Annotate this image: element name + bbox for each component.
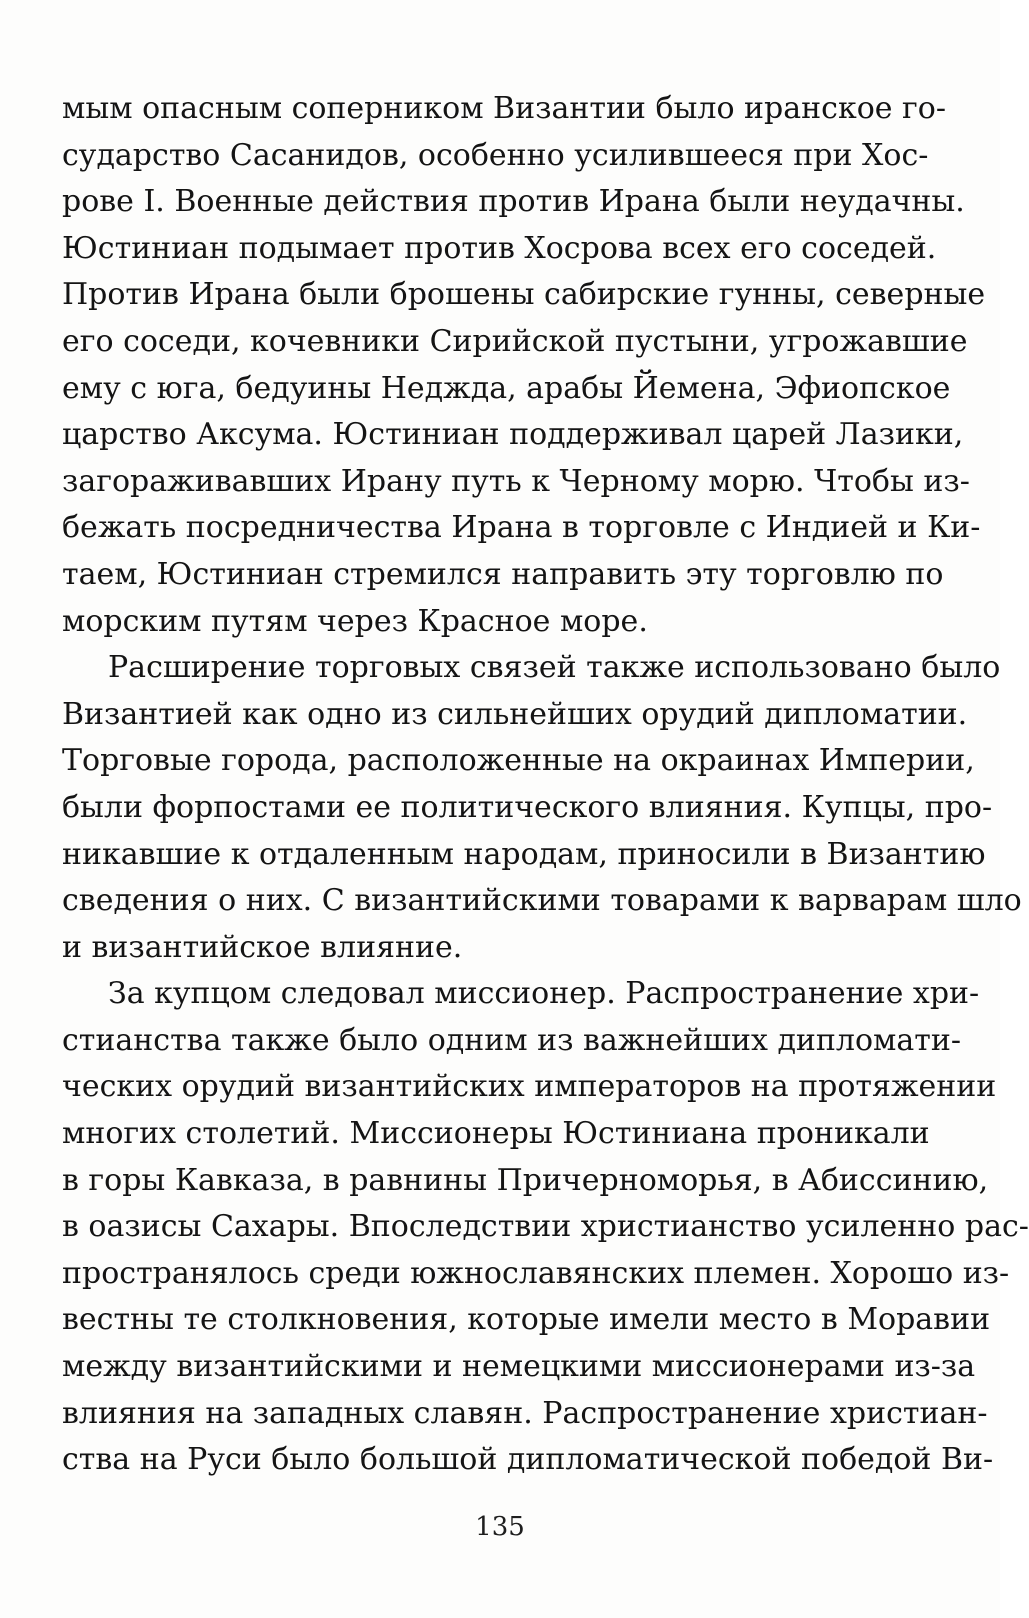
text-line: морским путям через Красное море. — [62, 603, 648, 639]
text-line: никавшие к отдаленным народам, приносили в Византию — [62, 836, 986, 872]
text-line: Торговые города, расположенные на окраинах Империи, — [62, 743, 975, 779]
paragraph-first-line: Расширение торговых связей также использовано было — [108, 650, 1001, 686]
text-line: многих столетий. Миссионеры Юстиниана проникали — [62, 1116, 930, 1152]
page-number: 135 — [475, 1512, 525, 1542]
text-line: влияния на западных славян. Распространение христиан- — [62, 1395, 988, 1431]
text-line: и византийское влияние. — [62, 929, 463, 965]
text-line: царство Аксума. Юстиниан поддерживал царей Лазики, — [62, 417, 964, 453]
text-line: ческих орудий византийских императоров на протяжении — [62, 1069, 997, 1105]
text-line: ему с юга, бедуины Неджда, арабы Йемена, Эфиопское — [62, 370, 951, 406]
text-line: были форпостами ее политического влияния. Купцы, про- — [62, 789, 993, 825]
text-line: ства на Руси было большой дипломатической победой Ви- — [62, 1442, 994, 1478]
text-line: мым опасным соперником Византии было иранское го- — [62, 91, 946, 126]
body-text — [62, 86, 1029, 1484]
text-line: в оазисы Сахары. Впоследствии христианство усиленно рас- — [62, 1209, 1029, 1245]
text-line: пространялось среди южнославянских племен. Хорошо из- — [62, 1255, 1010, 1291]
text-line: стианства также было одним из важнейших дипломати- — [62, 1022, 961, 1058]
text-line: Византией как одно из сильнейших орудий дипломатии. — [62, 696, 968, 732]
text-line: сударство Сасанидов, особенно усилившееся при Хос- — [62, 137, 929, 173]
text-line: таем, Юстиниан стремился направить эту торговлю по — [62, 556, 944, 592]
text-line: рове I. Военные действия против Ирана были неудачны. — [62, 184, 965, 220]
text-line: его соседи, кочевники Сирийской пустыни, угрожавшие — [62, 323, 968, 359]
text-line: Юстиниан подымает против Хосрова всех его соседей. — [62, 230, 937, 266]
text-line: вестны те столкновения, которые имели место в Моравии — [62, 1302, 991, 1338]
text-line: в горы Кавказа, в равнины Причерноморья, в Абиссинию, — [62, 1162, 989, 1198]
text-line: между византийскими и немецкими миссионерами из-за — [62, 1349, 976, 1385]
paragraph-first-line: За купцом следовал миссионер. Распространение хри- — [108, 976, 980, 1012]
text-line: сведения о них. С византийскими товарами к варварам шло — [62, 883, 1022, 919]
text-line: бежать посредничества Ирана в торговле с Индией и Ки- — [62, 510, 981, 546]
text-line: Против Ирана были брошены сабирские гунны, северные — [62, 277, 986, 313]
text-line: загораживавших Ирану путь к Черному морю. Чтобы из- — [62, 463, 970, 499]
